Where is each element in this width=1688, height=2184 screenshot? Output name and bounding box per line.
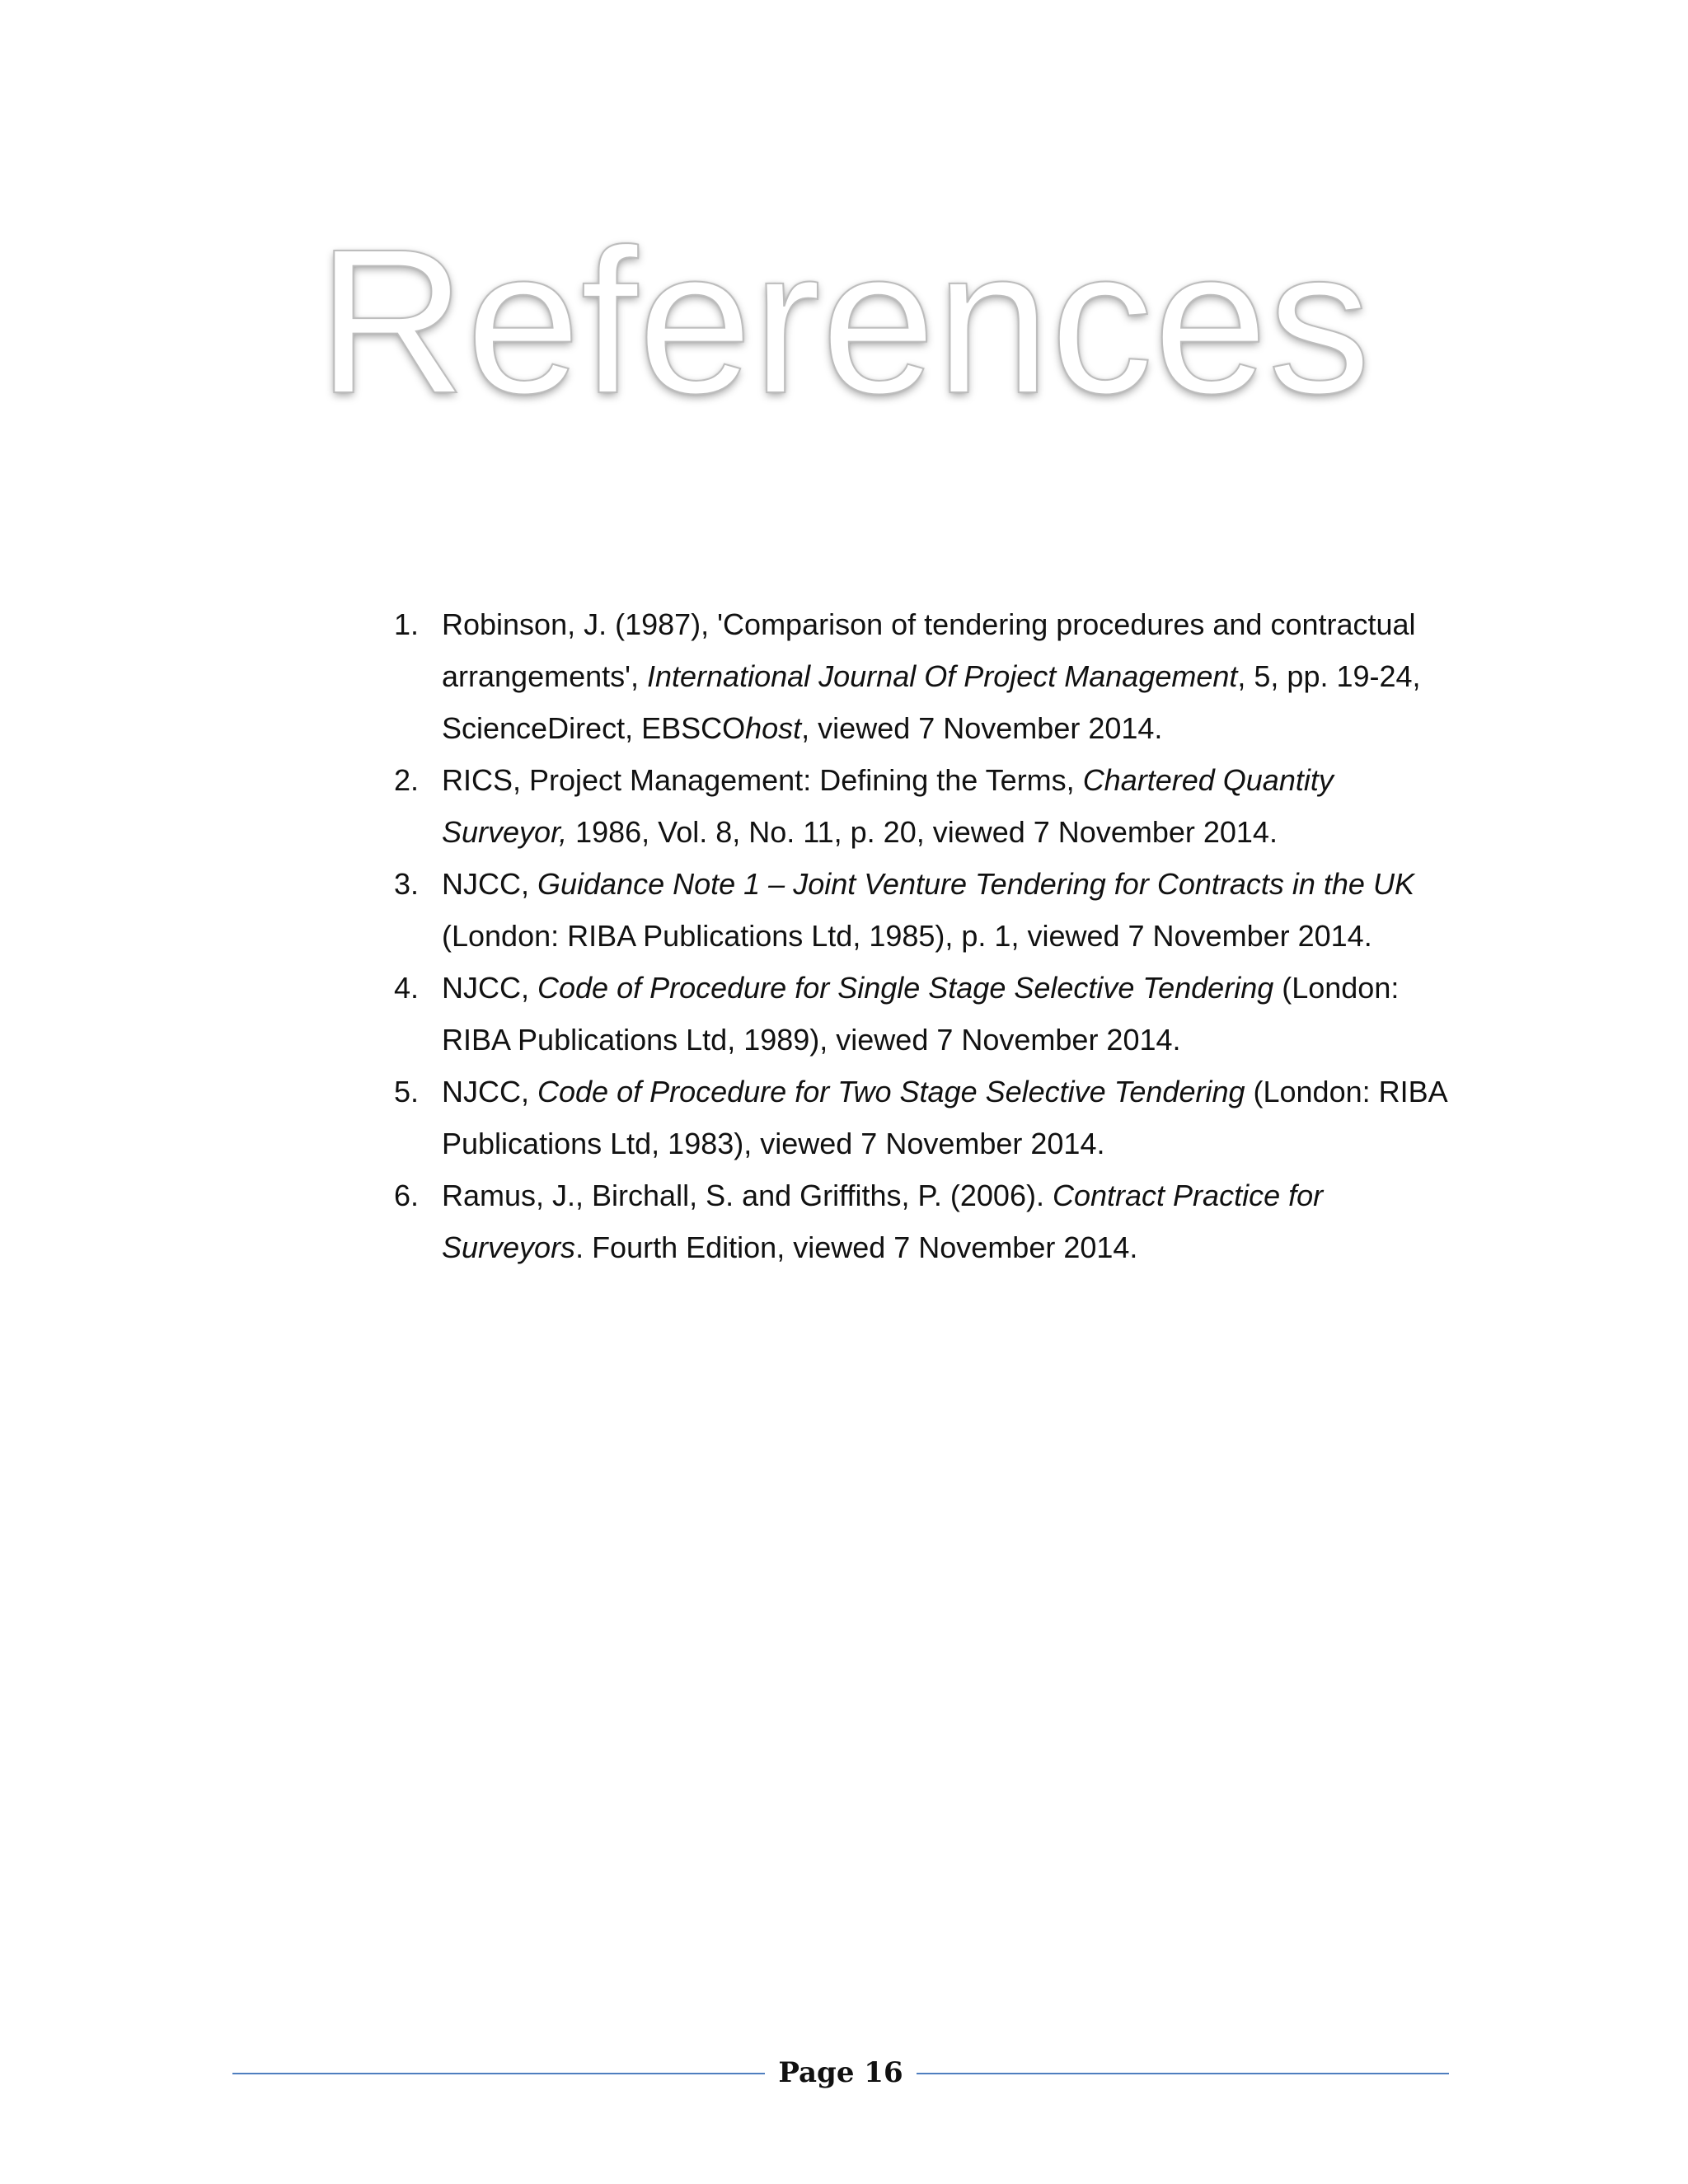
- reference-text: Ramus, J., Birchall, S. and Griffiths, P. (2006). Contract Practice for Surveyors. Fourth Edition, viewed 7 November 2014.: [442, 1179, 1324, 1264]
- reference-number: 4.: [394, 971, 420, 1005]
- footer-rule-right: [917, 2073, 1449, 2074]
- reference-text: NJCC, Code of Procedure for Single Stage Selective Tendering (London: RIBA Publications Ltd, 1989), viewed 7 November 2014.: [442, 971, 1400, 1057]
- reference-item: [387, 858, 1451, 962]
- reference-item: [387, 754, 1451, 858]
- reference-item: [387, 1169, 1451, 1273]
- reference-text: RICS, Project Management: Defining the Terms, Chartered Quantity Surveyor, 1986, Vol. 8, No. 11, p. 20, viewed 7 November 2014.: [442, 763, 1334, 849]
- reference-number: 5.: [394, 1075, 420, 1108]
- reference-number: 3.: [394, 867, 420, 901]
- reference-item: [387, 1066, 1451, 1169]
- reference-item: [387, 598, 1451, 754]
- reference-text: NJCC, Guidance Note 1 – Joint Venture Tendering for Contracts in the UK (London: RIBA Publications Ltd, 1985), p. 1, viewed 7 November 2014.: [442, 867, 1414, 953]
- reference-number: 2.: [394, 763, 420, 797]
- page-title: References: [316, 206, 1372, 436]
- reference-item: [387, 962, 1451, 1066]
- reference-text: NJCC, Code of Procedure for Two Stage Selective Tendering (London: RIBA Publications Ltd, 1983), viewed 7 November 2014.: [442, 1075, 1447, 1160]
- reference-number: 6.: [394, 1179, 420, 1212]
- page-number: Page 16: [778, 2056, 903, 2089]
- page-footer: [0, 2052, 1688, 2093]
- reference-list: [387, 598, 1451, 1273]
- reference-number: 1.: [394, 607, 420, 641]
- footer-rule-left: [232, 2073, 765, 2074]
- reference-text: Robinson, J. (1987), 'Comparison of tendering procedures and contractual arrangements', International Journal Of Project Management, 5, pp. 19-24, ScienceDirect, EBSCOhost, viewed 7 November 2014.: [442, 607, 1421, 745]
